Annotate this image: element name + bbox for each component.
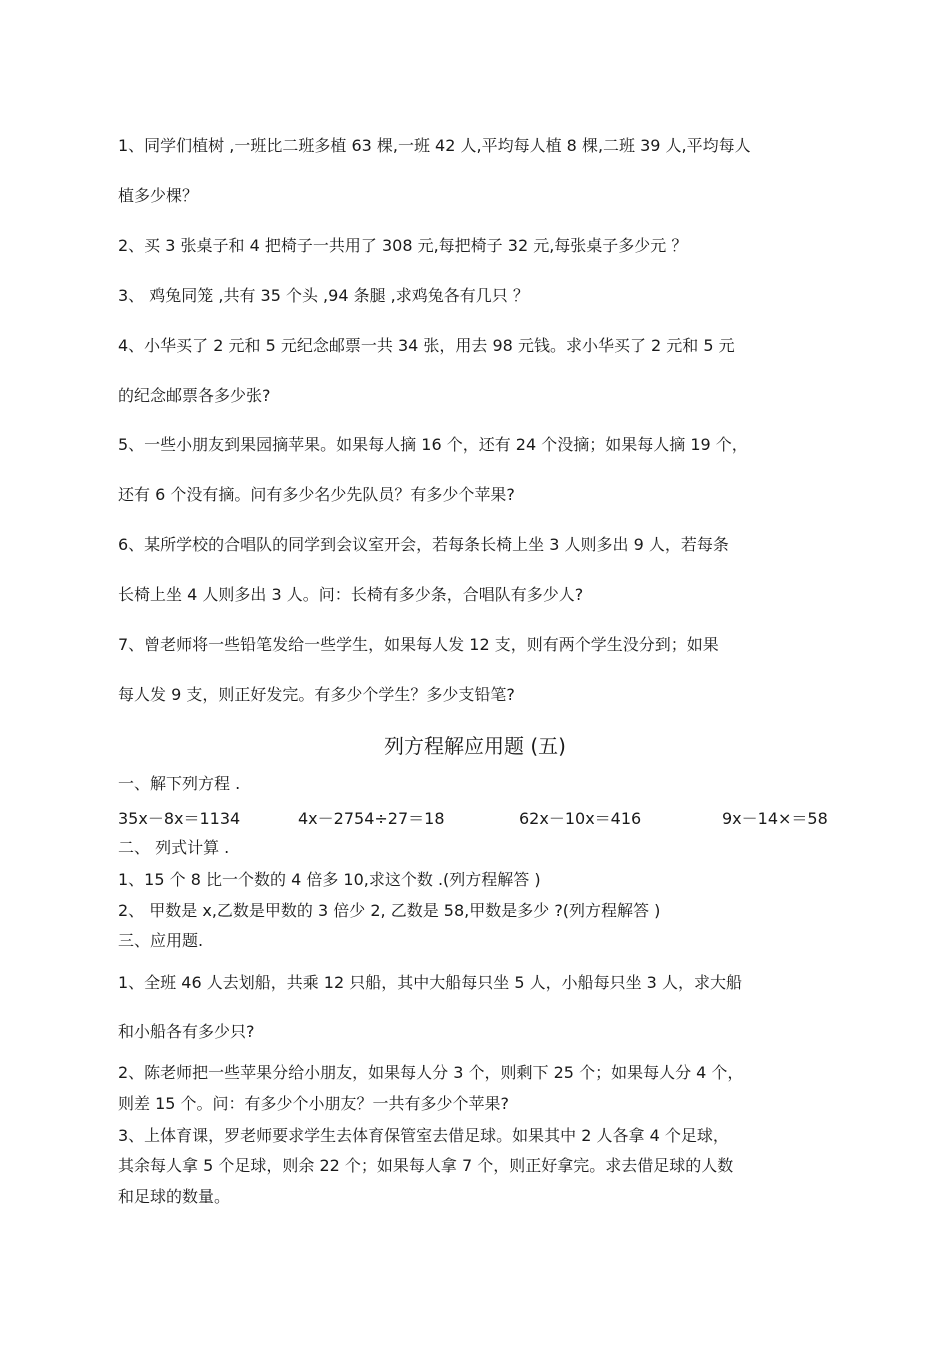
section-2-heading: 二、 列式计算 . (118, 838, 230, 857)
equation-3: 62x－10x＝416 (519, 809, 642, 828)
problem-3-line-1: 3、 鸡兔同笼 ,共有 35 个头 ,94 条腿 ,求鸡兔各有几只 ？ (118, 286, 529, 305)
problem-1-line-1: 1、同学们植树 ,一班比二班多植 63 棵,一班 42 人,平均每人植 8 棵,二班 39 人,平均每人 (118, 136, 751, 155)
section-2-item-2: 2、 甲数是 x,乙数是甲数的 3 倍少 2, 乙数是 58,甲数是多少 ?(列方程解答 ) (118, 901, 661, 920)
problem-5-line-1: 5、一些小朋友到果园摘苹果。如果每人摘 16 个，还有 24 个没摘；如果每人摘 19 个， (118, 435, 748, 454)
section-1-heading: 一、解下列方程 . (118, 774, 241, 793)
application-3-line-1: 3、上体育课，罗老师要求学生去体育保管室去借足球。如果其中 2 人各拿 4 个足球， (118, 1126, 729, 1145)
problem-6-line-1: 6、某所学校的合唱队的同学到会议室开会，若每条长椅上坐 3 人则多出 9 人，若每条 (118, 535, 729, 554)
problem-6-line-2: 长椅上坐 4 人则多出 3 人。问：长椅有多少条，合唱队有多少人? (118, 585, 584, 604)
problem-7-line-2: 每人发 9 支，则正好发完。有多少个学生？多少支铅笔? (118, 685, 515, 704)
application-3-line-2: 其余每人拿 5 个足球，则余 22 个；如果每人拿 7 个，则正好拿完。求去借足球的人数 (118, 1156, 734, 1175)
application-1-line-1: 1、全班 46 人去划船，共乘 12 只船，其中大船每只坐 5 人，小船每只坐 3 人，求大船 (118, 973, 742, 992)
problem-4-line-2: 的纪念邮票各多少张? (118, 386, 271, 405)
problem-5-line-2: 还有 6 个没有摘。问有多少名少先队员？有多少个苹果? (118, 485, 515, 504)
section-title: 列方程解应用题 (五) (384, 734, 566, 758)
equation-1: 35x－8x＝1134 (118, 809, 241, 828)
equation-4: 9x－14×＝58 (722, 809, 828, 828)
problem-1-line-2: 植多少棵？ (118, 186, 199, 205)
section-3-heading: 三、应用题. (118, 931, 204, 950)
problem-4-line-1: 4、小华买了 2 元和 5 元纪念邮票一共 34 张，用去 98 元钱。求小华买了 2 元和 5 元 (118, 336, 735, 355)
problem-7-line-1: 7、曾老师将一些铅笔发给一些学生，如果每人发 12 支，则有两个学生没分到；如果 (118, 635, 719, 654)
application-3-line-3: 和足球的数量。 (118, 1187, 231, 1206)
equation-2: 4x－2754÷27＝18 (298, 809, 445, 828)
problem-2-line-1: 2、买 3 张桌子和 4 把椅子一共用了 308 元,每把椅子 32 元,每张桌子多少元 ？ (118, 236, 688, 255)
application-2-line-2: 则差 15 个。问：有多少个小朋友？一共有多少个苹果? (118, 1094, 510, 1113)
application-1-line-2: 和小船各有多少只? (118, 1022, 255, 1041)
section-2-item-1: 1、15 个 8 比一个数的 4 倍多 10,求这个数 .(列方程解答 ) (118, 870, 541, 889)
application-2-line-1: 2、陈老师把一些苹果分给小朋友，如果每人分 3 个，则剩下 25 个；如果每人分 4 个， (118, 1063, 744, 1082)
